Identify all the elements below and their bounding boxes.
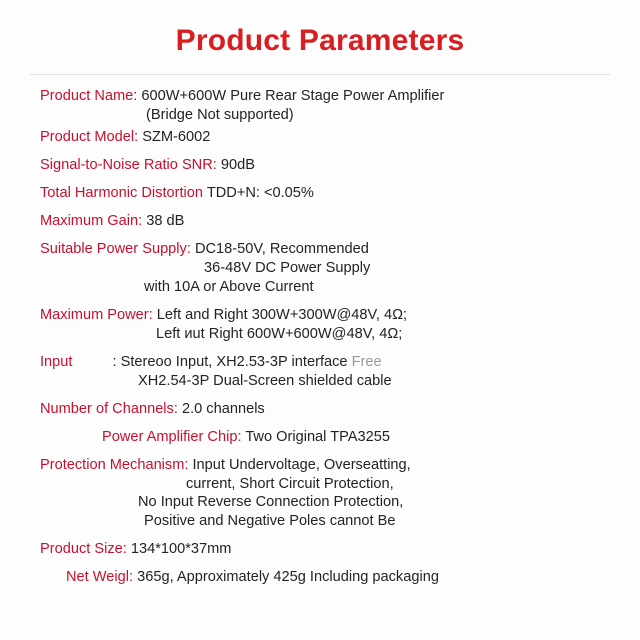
spec-row-protection [40,456,602,532]
spec-value-power-supply-line2: 36-48V DC Power Supply [204,259,371,276]
spec-row-thd [40,184,602,203]
spec-row-chip [40,428,602,447]
spec-row-size [40,540,602,559]
spec-label-snr: Signal-to-Noise Ratio SNR: [40,156,217,173]
spec-value-product-model: SZM-6002 [142,128,211,145]
spec-value-size: 134*100*37mm [130,541,232,558]
spec-row-power-supply [40,240,602,297]
spec-value-thd: TDD+N: <0.05% [206,184,314,201]
spec-value-max-power-line2: Left иut Right 600W+600W@48V, 4Ω; [156,325,403,342]
spec-value-input: : Stereoo Input, XH2.53-3P interface [112,353,348,370]
spec-value-product-name-line2: (Bridge Not supported) [146,106,294,123]
spec-value-max-power: Left and Right 300W+300W@48V, 4Ω; [156,306,408,323]
spec-row-max-power [40,306,602,344]
spec-row-product-name [40,87,602,125]
spec-label-max-power: Maximum Power: [40,306,153,323]
spec-label-thd: Total Harmonic Distortion [40,184,204,201]
spec-label-product-name: Product Name: [40,88,138,104]
spec-value-input-line2: XH2.54-3P Dual-Screen shielded cable [138,372,392,389]
spec-value-snr: 90dB [220,156,255,173]
spec-value-power-supply: DC18-50V, Recommended [194,240,369,257]
spec-value-protection-line2: current, Short Circuit Protection, [186,475,394,492]
page-title: Product Parameters [175,24,465,57]
spec-label-power-supply: Suitable Power Supply: [40,240,191,257]
spec-value-protection-line4: Positive and Negative Poles cannot Be [144,513,396,530]
spec-value-input-free: Free [351,353,382,370]
spec-value-weight: 365g, Approximately 425g Including packaging [137,569,439,586]
spec-row-input [40,353,602,391]
spec-row-max-gain [40,212,602,231]
spec-label-size: Product Size: [40,541,127,558]
spec-label-weight: Net Weigl: [66,569,134,586]
spec-label-chip: Power Amplifier Chip: [102,428,242,445]
spec-label-max-gain: Maximum Gain: [40,212,143,229]
spec-label-channels: Number of Channels: [40,400,178,417]
spec-label-product-model: Product Model: [40,128,139,145]
spec-row-snr [40,156,602,175]
spec-value-max-gain: 38 dB [146,212,185,229]
spec-value-power-supply-line3: with 10A or Above Current [144,278,314,295]
spec-list [26,87,614,587]
spec-row-product-model [40,128,602,147]
spec-value-protection-line3: No Input Reverse Connection Protection, [138,494,404,511]
title-divider [30,74,610,75]
spec-value-channels: 2.0 channels [181,400,265,417]
spec-row-channels [40,400,602,419]
spec-row-weight [40,568,602,587]
spec-label-protection: Protection Mechanism: [40,456,189,473]
spec-value-product-name: 600W+600W Pure Rear Stage Power Amplifier [141,88,445,104]
spec-value-protection: Input Undervoltage, Overseatting, [192,456,411,473]
spec-value-chip: Two Original TPA3255 [245,428,390,445]
spec-label-input: Input [40,353,73,370]
